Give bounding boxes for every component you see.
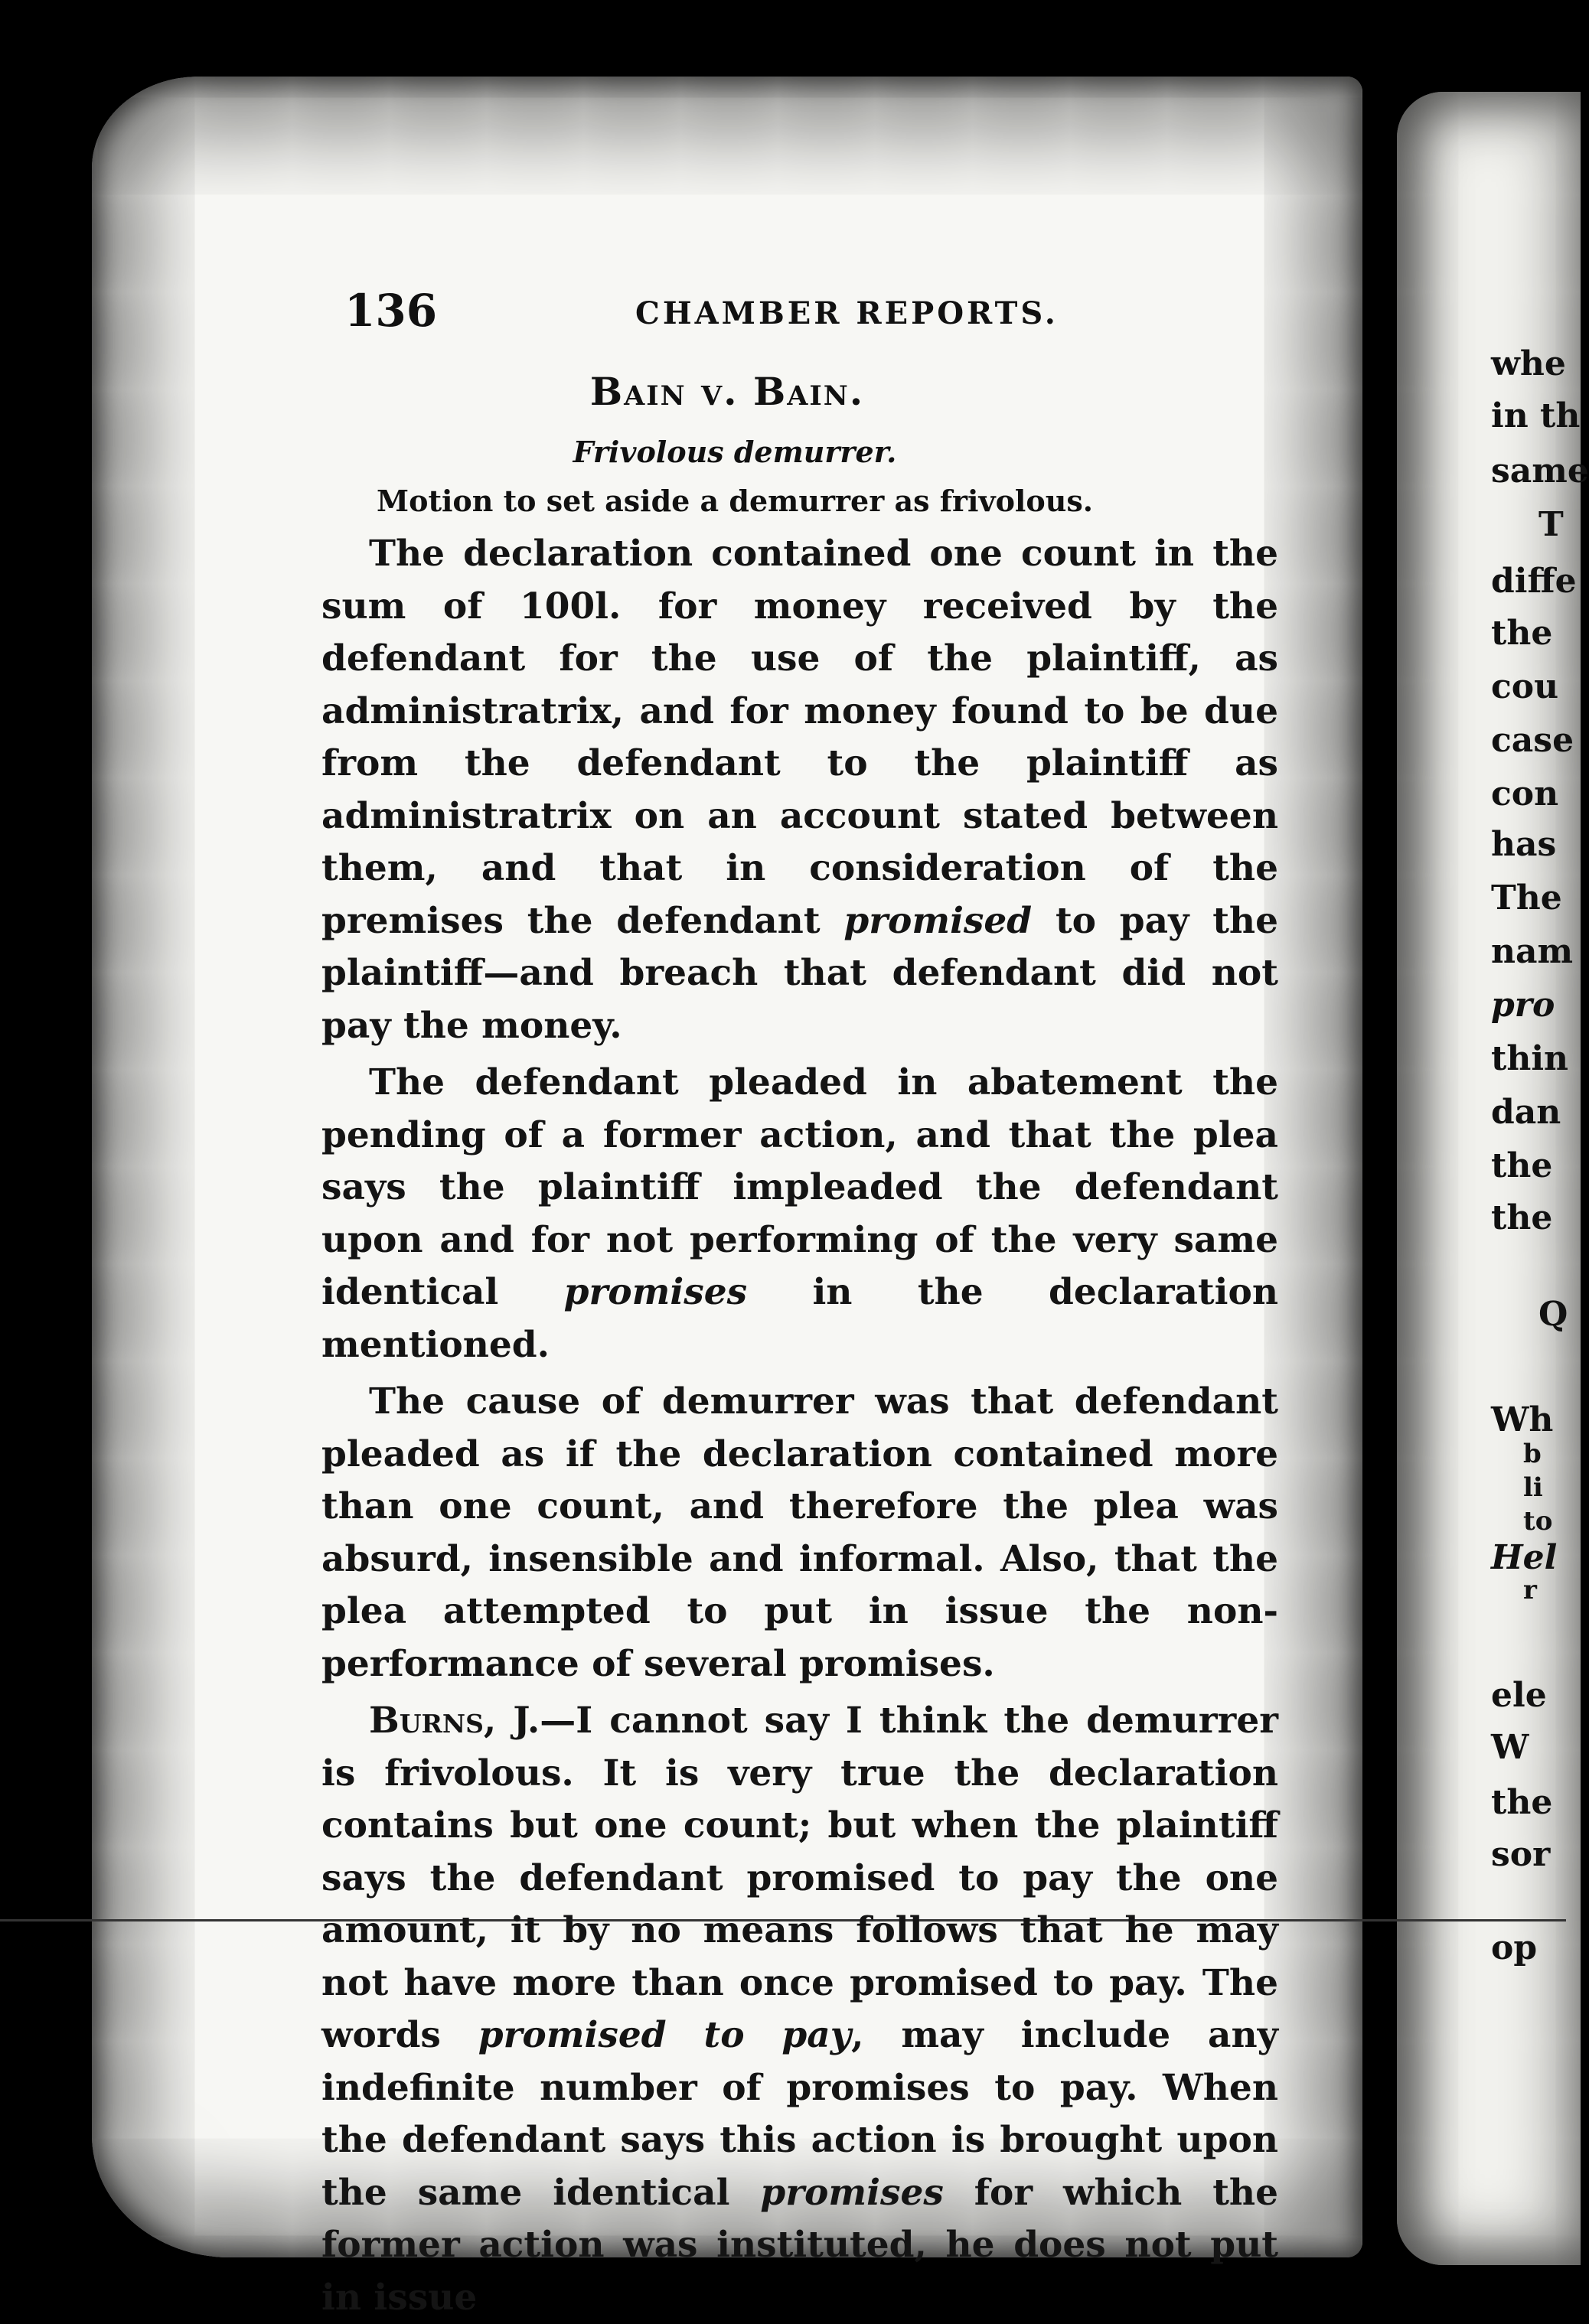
paragraph-4-text-c: for which the former action was instituted, he does not put in issue (321, 2171, 1278, 2319)
running-head: CHAMBER REPORTS. (635, 295, 1059, 331)
paragraph-1-italic: promised (843, 899, 1033, 942)
right-page-line: cou (1491, 667, 1559, 706)
case-title: Bain v. Bain. (589, 369, 865, 414)
right-page-line: dan (1491, 1093, 1561, 1132)
paragraph-4-text-a: —I cannot say I think the demurrer is frivolous. It is very true the declaration contains but one count; but when the plaintiff says the defendant promised to pay the one amount, it by no means follows that he may not have more than once promised to pay. The words (321, 1700, 1278, 2056)
case-subtitle: Frivolous demurrer. (573, 435, 897, 469)
right-page-line: has (1491, 825, 1557, 864)
right-page-line: W (1491, 1728, 1529, 1767)
right-page-line: thin (1491, 1039, 1569, 1078)
right-page-line: to (1523, 1506, 1553, 1537)
page-header (344, 285, 1278, 338)
right-page-line: the (1491, 1198, 1553, 1237)
case-motion: Motion to set aside a demurrer as frivolous. (377, 484, 1093, 518)
paragraph-3: The cause of demurrer was that defendant pleaded as if the declaration contained more than one count, and therefore the plea was absurd, insensible and informal. Also, that the plea attempted to put in issue the non-performance of several promises. (321, 1380, 1278, 1685)
book-gutter (1362, 92, 1397, 2273)
right-page-line: The (1491, 878, 1562, 918)
right-page-line: T (1538, 505, 1564, 544)
paragraph-4 (321, 1695, 1278, 2324)
paragraph-1-end: to pay the plaintiff—and breach that defendant did not pay the money. (321, 899, 1278, 1047)
right-page-line: Q (1538, 1295, 1568, 1334)
paragraph-4-italic-2: promises (760, 2171, 944, 2214)
right-page-line: whe (1491, 344, 1566, 383)
right-page-line: nam (1491, 932, 1574, 971)
right-page-line: Hel (1491, 1538, 1558, 1577)
judge-name: Burns, J. (369, 1700, 540, 1742)
right-page-line: Wh (1491, 1400, 1554, 1439)
body-text (321, 528, 1278, 2324)
right-page-line: the (1491, 614, 1553, 653)
right-page-line: in th (1491, 396, 1581, 435)
paragraph-4-italic-1: promised to pay (478, 2014, 852, 2056)
paragraph-1 (321, 528, 1278, 1052)
right-page-line: the (1491, 1146, 1553, 1185)
right-page-line: op (1491, 1928, 1538, 1967)
paragraph-2 (321, 1057, 1278, 1371)
right-page-line: r (1523, 1575, 1537, 1605)
paragraph-2-end: in the declaration mentioned. (321, 1271, 1278, 1366)
right-page-line: case (1491, 721, 1574, 760)
right-page-line: li (1523, 1472, 1543, 1503)
page-number: 136 (344, 285, 438, 337)
paragraph-1-text: The declaration contained one count in the sum of 100l. for money received by the defendant for the use of the plaintiff, as administratrix, and for money found to be due from the defendant to the plaintiff as administratrix on an account stated between them, and that in consideration of the premises the defendant (321, 533, 1278, 942)
right-page-line: the (1491, 1783, 1553, 1822)
paragraph-2-text: The defendant pleaded in abatement the pending of a former action, and that the plea says the plaintiff impleaded the defendant upon and for not performing of the very same identical (321, 1061, 1278, 1313)
right-page-line: ele (1491, 1676, 1547, 1715)
right-page-line: con (1491, 774, 1559, 813)
right-page-line: same (1491, 451, 1589, 491)
paragraph-2-italic: promises (563, 1271, 748, 1313)
right-page-line: diffe (1491, 562, 1577, 601)
right-page-line: b (1523, 1439, 1542, 1469)
right-page-line: pro (1491, 986, 1555, 1025)
right-page-line: sor (1491, 1835, 1551, 1874)
paragraph-4-text-b: , may include any indefinite number of promises to pay. When the defendant says this action is brought upon the same identical (321, 2014, 1278, 2214)
